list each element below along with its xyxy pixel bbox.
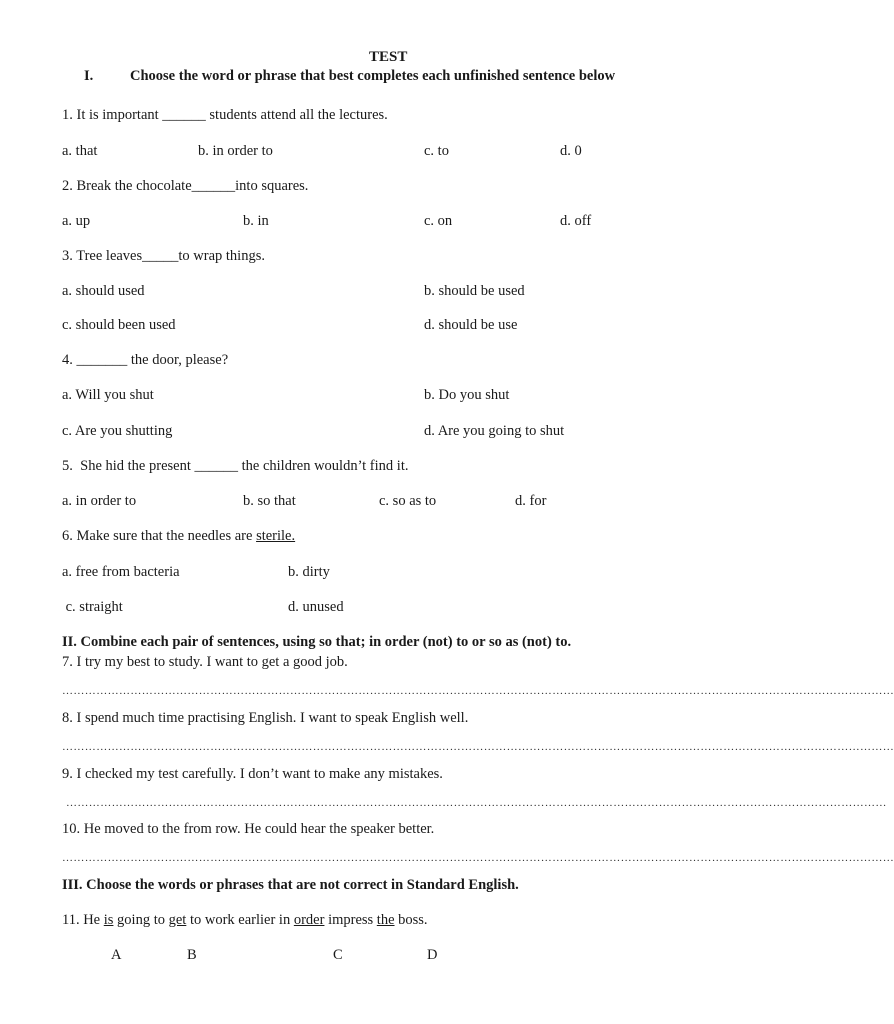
q3-option-b: b. should be used	[424, 283, 525, 299]
section-2-heading: II. Combine each pair of sentences, using so that; in order (not) to or so as (not) to.	[62, 634, 572, 650]
q1-option-b: b. in order to	[198, 143, 273, 159]
question-9: 9. I checked my test carefully. I don’t want to make any mistakes.	[62, 766, 443, 782]
q4-option-c: c. Are you shutting	[62, 423, 173, 439]
q11-letter-b: B	[187, 947, 197, 963]
q11-letter-c: C	[333, 947, 343, 963]
q6-option-d: d. unused	[288, 599, 344, 615]
question-8: 8. I spend much time practising English. I want to speak English well.	[62, 710, 469, 726]
q11-letter-a: A	[111, 947, 122, 963]
q3-option-c: c. should been used	[62, 317, 176, 333]
q11-text: impress	[324, 912, 377, 928]
q6-option-b: b. dirty	[288, 564, 330, 580]
question-3: 3. Tree leaves_____to wrap things.	[62, 248, 265, 264]
q4-option-a: a. Will you shut	[62, 387, 154, 403]
q5-option-c: c. so as to	[379, 493, 437, 509]
question-7: 7. I try my best to study. I want to get a good job.	[62, 654, 348, 670]
q2-option-d: d. off	[560, 213, 592, 229]
answer-line-8[interactable]: …………………………………………………………………………………………………………………………………………………………………………………………………	[62, 741, 894, 753]
q11-text: to work earlier in	[186, 912, 294, 928]
q11-letter-d: D	[427, 947, 438, 963]
q1-option-d: d. 0	[560, 143, 582, 159]
page-title: TEST	[369, 49, 408, 65]
q11-text: boss.	[394, 912, 428, 928]
q11-text: 11. He	[62, 912, 104, 928]
q4-option-d: d. Are you going to shut	[424, 423, 565, 439]
q11-underlined-d: the	[376, 912, 395, 928]
q11-underlined-c: order	[293, 912, 325, 928]
q11-text: going to	[113, 912, 169, 928]
q5-option-b: b. so that	[243, 493, 296, 509]
q6-option-a: a. free from bacteria	[62, 564, 180, 580]
q2-option-b: b. in	[243, 213, 269, 229]
question-1: 1. It is important ______ students attend all the lectures.	[62, 107, 388, 123]
answer-line-7[interactable]: …………………………………………………………………………………………………………………………………………………………………………………………………	[62, 685, 894, 697]
answer-line-10[interactable]: …………………………………………………………………………………………………………………………………………………………………………………………………	[62, 852, 894, 864]
question-2: 2. Break the chocolate______into squares.	[62, 178, 309, 194]
question-6-text: 6. Make sure that the needles are	[62, 528, 257, 544]
section-1-heading: Choose the word or phrase that best completes each unfinished sentence below	[130, 68, 616, 84]
q5-option-a: a. in order to	[62, 493, 137, 509]
q1-option-a: a. that	[62, 143, 98, 159]
q11-underlined-a: is	[103, 912, 114, 928]
q6-option-c: c. straight	[62, 599, 123, 615]
q2-option-c: c. on	[424, 213, 453, 229]
section-1-numeral: I.	[84, 68, 94, 84]
q2-option-a: a. up	[62, 213, 91, 229]
question-5: 5. She hid the present ______ the children wouldn’t find it.	[62, 458, 409, 474]
question-6	[62, 527, 295, 545]
question-10: 10. He moved to the from row. He could hear the speaker better.	[62, 821, 435, 837]
question-11	[62, 911, 428, 929]
answer-line-9[interactable]: ………………………………………………………………………………………………………………………………………………………………………………………………	[66, 797, 887, 809]
q5-option-d: d. for	[515, 493, 547, 509]
q1-option-c: c. to	[424, 143, 449, 159]
section-3-heading: III. Choose the words or phrases that are not correct in Standard English.	[62, 877, 519, 893]
question-4: 4. _______ the door, please?	[62, 352, 229, 368]
q11-underlined-b: get	[168, 912, 187, 928]
q3-option-a: a. should used	[62, 283, 145, 299]
underlined-word-sterile: sterile.	[256, 528, 296, 544]
q4-option-b: b. Do you shut	[424, 387, 510, 403]
q3-option-d: d. should be use	[424, 317, 518, 333]
